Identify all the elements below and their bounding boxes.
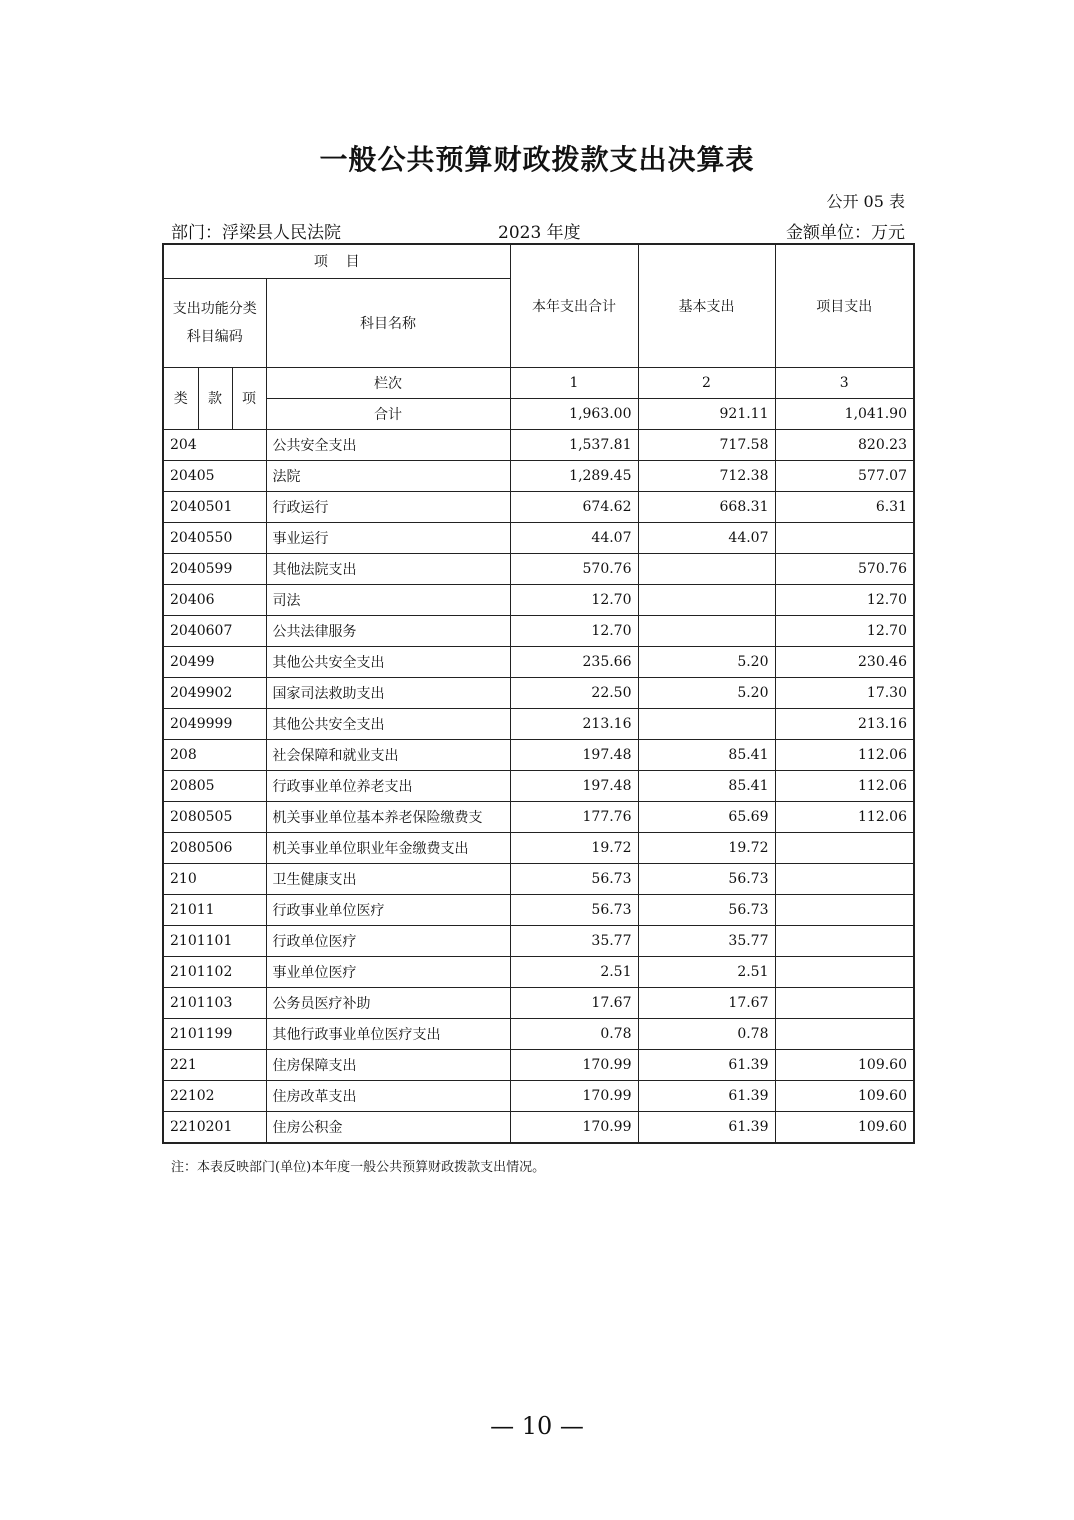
row-name: 行政运行 [266,491,510,522]
row-basic [638,615,775,646]
table-row [163,801,914,832]
row-code: 2049999 [163,708,266,739]
header-total: 本年支出合计 [510,244,638,367]
row-name: 公共安全支出 [266,429,510,460]
row-basic [638,584,775,615]
row-project [775,522,914,553]
row-code: 20499 [163,646,266,677]
row-name: 国家司法救助支出 [266,677,510,708]
header-xiang: 项 [232,367,266,429]
row-code: 2101103 [163,987,266,1018]
row-total: 0.78 [510,1018,638,1049]
row-total: 12.70 [510,584,638,615]
row-basic: 61.39 [638,1111,775,1143]
table-row [163,987,914,1018]
row-total: 2.51 [510,956,638,987]
row-name: 机关事业单位职业年金缴费支出 [266,832,510,863]
row-project: 213.16 [775,708,914,739]
table-row [163,739,914,770]
row-project: 12.70 [775,584,914,615]
row-code: 2040607 [163,615,266,646]
header-lanci: 栏次 [266,367,510,398]
row-code: 2080505 [163,801,266,832]
row-basic: 85.41 [638,770,775,801]
page-number: — 10 — [490,1412,584,1440]
row-basic: 61.39 [638,1049,775,1080]
table-row [163,1080,914,1111]
row-total: 170.99 [510,1080,638,1111]
row-project [775,832,914,863]
row-basic: 56.73 [638,894,775,925]
row-code: 2040599 [163,553,266,584]
row-name: 其他行政事业单位医疗支出 [266,1018,510,1049]
row-project: 577.07 [775,460,914,491]
row-code: 2210201 [163,1111,266,1143]
row-code: 2101101 [163,925,266,956]
row-name: 其他法院支出 [266,553,510,584]
table-row [163,553,914,584]
row-basic: 712.38 [638,460,775,491]
table-row [163,708,914,739]
row-total: 44.07 [510,522,638,553]
table-row [163,1018,914,1049]
row-project: 6.31 [775,491,914,522]
table-row [163,615,914,646]
table-row [163,770,914,801]
row-code: 22102 [163,1080,266,1111]
row-name: 法院 [266,460,510,491]
table-row [163,1049,914,1080]
row-basic: 56.73 [638,863,775,894]
row-name: 住房公积金 [266,1111,510,1143]
row-total: 12.70 [510,615,638,646]
row-name: 事业单位医疗 [266,956,510,987]
row-total: 570.76 [510,553,638,584]
row-name: 机关事业单位基本养老保险缴费支 [266,801,510,832]
row-name: 行政事业单位医疗 [266,894,510,925]
row-project: 17.30 [775,677,914,708]
row-total: 213.16 [510,708,638,739]
row-total: 177.76 [510,801,638,832]
row-code: 2040501 [163,491,266,522]
row-basic: 17.67 [638,987,775,1018]
row-total: 56.73 [510,894,638,925]
column-number-3: 3 [775,367,914,398]
row-total: 56.73 [510,863,638,894]
row-basic [638,708,775,739]
sum-basic: 921.11 [638,398,775,429]
row-name: 行政事业单位养老支出 [266,770,510,801]
row-code: 20406 [163,584,266,615]
row-total: 17.67 [510,987,638,1018]
sum-label: 合计 [266,398,510,429]
table-row [163,894,914,925]
row-project: 109.60 [775,1049,914,1080]
table-row [163,925,914,956]
row-total: 1,289.45 [510,460,638,491]
row-project [775,1018,914,1049]
row-code: 20805 [163,770,266,801]
row-project: 12.70 [775,615,914,646]
row-name: 卫生健康支出 [266,863,510,894]
table-row [163,460,914,491]
row-total: 35.77 [510,925,638,956]
header-kuan: 款 [198,367,232,429]
row-code: 2040550 [163,522,266,553]
row-basic: 19.72 [638,832,775,863]
row-total: 1,537.81 [510,429,638,460]
row-code: 204 [163,429,266,460]
header-name: 科目名称 [266,278,510,367]
row-basic: 61.39 [638,1080,775,1111]
row-project: 109.60 [775,1080,914,1111]
row-name: 住房改革支出 [266,1080,510,1111]
row-total: 19.72 [510,832,638,863]
row-name: 住房保障支出 [266,1049,510,1080]
row-basic: 85.41 [638,739,775,770]
table-row [163,832,914,863]
row-total: 197.48 [510,739,638,770]
expenditure-table [162,243,915,1144]
row-project [775,956,914,987]
row-basic: 44.07 [638,522,775,553]
column-number-1: 1 [510,367,638,398]
header-lei: 类 [163,367,198,429]
row-code: 208 [163,739,266,770]
department-label: 部门：浮梁县人民法院 [171,223,341,243]
row-project: 109.60 [775,1111,914,1143]
row-total: 235.66 [510,646,638,677]
row-basic [638,553,775,584]
header-item: 项 目 [163,244,510,278]
row-basic: 65.69 [638,801,775,832]
table-row [163,429,914,460]
row-total: 674.62 [510,491,638,522]
row-total: 22.50 [510,677,638,708]
row-name: 公共法律服务 [266,615,510,646]
row-total: 197.48 [510,770,638,801]
row-project [775,894,914,925]
table-note: 注：本表反映部门(单位)本年度一般公共预算财政拨款支出情况。 [171,1160,546,1175]
row-total: 170.99 [510,1111,638,1143]
row-code: 21011 [163,894,266,925]
table-row [163,584,914,615]
row-basic: 5.20 [638,677,775,708]
table-row [163,956,914,987]
row-project: 570.76 [775,553,914,584]
table-row [163,677,914,708]
row-name: 事业运行 [266,522,510,553]
table-row [163,522,914,553]
form-number: 公开 05 表 [826,192,905,211]
header-basic: 基本支出 [638,244,775,367]
amount-unit: 金额单位：万元 [786,223,905,243]
row-basic: 668.31 [638,491,775,522]
row-project: 112.06 [775,801,914,832]
page-title: 一般公共预算财政拨款支出决算表 [319,143,755,176]
row-basic: 2.51 [638,956,775,987]
row-name: 其他公共安全支出 [266,708,510,739]
row-project [775,987,914,1018]
row-code: 210 [163,863,266,894]
row-code: 2101199 [163,1018,266,1049]
table-row [163,863,914,894]
row-project [775,863,914,894]
row-name: 行政单位医疗 [266,925,510,956]
row-code: 2101102 [163,956,266,987]
sum-total: 1,963.00 [510,398,638,429]
row-name: 公务员医疗补助 [266,987,510,1018]
row-code: 20405 [163,460,266,491]
row-basic: 5.20 [638,646,775,677]
fiscal-year: 2023 年度 [498,223,581,243]
column-number-2: 2 [638,367,775,398]
header-code: 支出功能分类 科目编码 [163,278,266,367]
row-code: 221 [163,1049,266,1080]
row-project: 230.46 [775,646,914,677]
row-project: 112.06 [775,739,914,770]
row-code: 2080506 [163,832,266,863]
row-total: 170.99 [510,1049,638,1080]
table-row [163,1111,914,1143]
row-basic: 35.77 [638,925,775,956]
row-name: 司法 [266,584,510,615]
table-row [163,646,914,677]
header-project: 项目支出 [775,244,914,367]
row-code: 2049902 [163,677,266,708]
row-project: 820.23 [775,429,914,460]
row-basic: 717.58 [638,429,775,460]
row-basic: 0.78 [638,1018,775,1049]
row-name: 社会保障和就业支出 [266,739,510,770]
table-row [163,491,914,522]
row-project: 112.06 [775,770,914,801]
row-name: 其他公共安全支出 [266,646,510,677]
sum-project: 1,041.90 [775,398,914,429]
row-project [775,925,914,956]
